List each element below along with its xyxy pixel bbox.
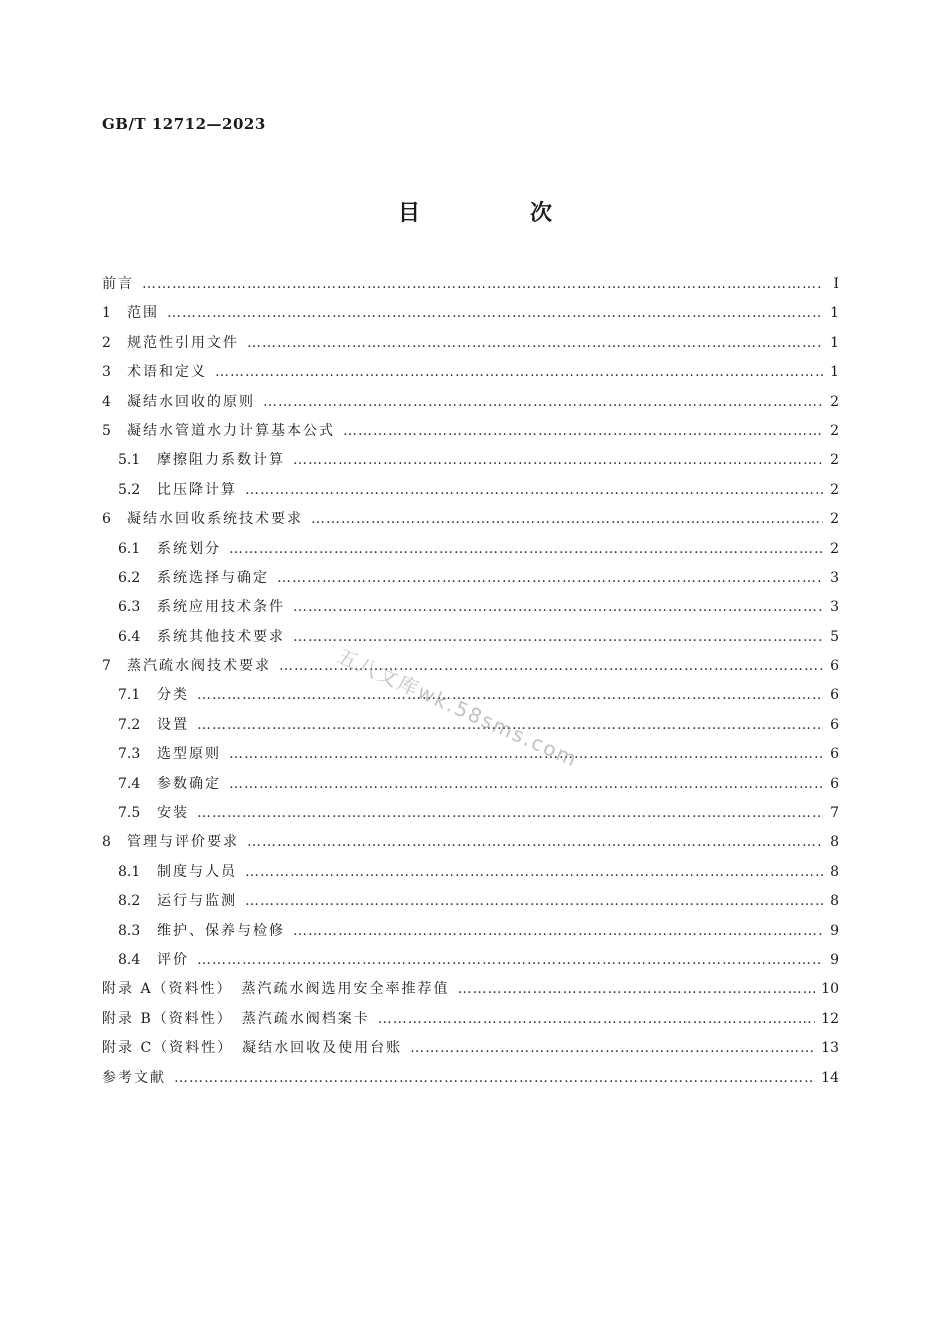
toc-entry-label: 参数确定 — [157, 775, 221, 792]
toc-entry-number: 5.2 — [118, 481, 141, 498]
toc-entry-label: 凝结水回收的原则 — [127, 393, 255, 410]
toc-entry-page: 2 — [830, 511, 839, 528]
toc-entry-page: 2 — [830, 393, 839, 410]
toc-dot-leader — [174, 1064, 815, 1093]
toc-entry-number: 8.1 — [118, 863, 141, 880]
toc-entry-label: 参考文献 — [102, 1069, 166, 1086]
toc-entry[interactable] — [102, 887, 839, 916]
toc-entry[interactable] — [102, 299, 839, 328]
toc-entry[interactable] — [102, 593, 839, 622]
toc-entry-page: 3 — [830, 569, 839, 586]
toc-entry-number: 7.3 — [118, 746, 141, 763]
toc-entry-page: 8 — [830, 863, 839, 880]
toc-entry[interactable] — [102, 770, 839, 799]
toc-entry[interactable] — [102, 358, 839, 387]
toc-entry-label: 运行与监测 — [157, 893, 237, 910]
toc-entry-page: 6 — [830, 716, 839, 733]
watermark: 五八文库wk.58sms.com — [333, 643, 582, 772]
toc-entry[interactable] — [102, 270, 839, 299]
toc-dot-leader — [245, 858, 823, 887]
toc-entry-label: 系统选择与确定 — [157, 569, 269, 586]
toc-dot-leader — [293, 623, 823, 652]
toc-dot-leader — [229, 535, 823, 564]
toc-entry-label: 附录 B（资料性） 蒸汽疏水阀档案卡 — [102, 1010, 370, 1027]
toc-entry-page: 1 — [830, 364, 839, 381]
toc-entry-page: 2 — [830, 540, 839, 557]
toc-entry[interactable] — [102, 564, 839, 593]
toc-entry-page: 7 — [830, 805, 839, 822]
toc-entry-number: 6.2 — [118, 569, 141, 586]
toc-entry-page: 1 — [830, 334, 839, 351]
toc-entry[interactable] — [102, 1034, 839, 1063]
toc-entry-label: 摩擦阻力系数计算 — [157, 452, 285, 469]
toc-entry[interactable] — [102, 388, 839, 417]
toc-entry-label: 附录 A（资料性） 蒸汽疏水阀选用安全率推荐值 — [102, 981, 450, 998]
toc-entry-label: 凝结水回收系统技术要求 — [127, 511, 303, 528]
toc-entry-label: 附录 C（资料性） 凝结水回收及使用台账 — [102, 1040, 403, 1057]
toc-entry-page: 14 — [821, 1069, 839, 1086]
toc-entry[interactable] — [102, 917, 839, 946]
toc-title: 目 次 — [397, 200, 596, 226]
toc-dot-leader — [263, 388, 823, 417]
toc-entry-page: 13 — [821, 1040, 839, 1057]
toc-entry[interactable] — [102, 505, 839, 534]
toc-entry-page: 9 — [830, 922, 839, 939]
toc-entry-label: 系统应用技术条件 — [157, 599, 285, 616]
toc-dot-leader — [378, 1005, 815, 1034]
toc-entry-page: 6 — [830, 775, 839, 792]
toc-entry-number: 5 — [102, 422, 111, 439]
toc-entry[interactable] — [102, 975, 839, 1004]
toc-entry-number: 6.1 — [118, 540, 141, 557]
toc-entry-number: 7.2 — [118, 716, 141, 733]
toc-entry[interactable] — [102, 535, 839, 564]
toc-entry[interactable] — [102, 652, 839, 681]
toc-entry-label: 系统划分 — [157, 540, 221, 557]
toc-dot-leader — [197, 946, 823, 975]
toc-entry-number: 8 — [102, 834, 111, 851]
toc-entry-number: 7 — [102, 658, 111, 675]
toc-entry[interactable] — [102, 946, 839, 975]
toc-entry[interactable] — [102, 799, 839, 828]
toc-entry-number: 8.2 — [118, 893, 141, 910]
toc-entry-label: 制度与人员 — [157, 863, 237, 880]
toc-dot-leader — [245, 476, 823, 505]
toc-entry[interactable] — [102, 623, 839, 652]
toc-entry-number: 7.1 — [118, 687, 141, 704]
toc-entry-label: 凝结水管道水力计算基本公式 — [127, 422, 335, 439]
toc-entry-page: 1 — [830, 305, 839, 322]
toc-entry-number: 1 — [102, 305, 111, 322]
toc-dot-leader — [247, 329, 823, 358]
toc-dot-leader — [197, 799, 823, 828]
toc-entry-label: 管理与评价要求 — [127, 834, 239, 851]
toc-dot-leader — [311, 505, 823, 534]
toc-entry-page: 2 — [830, 422, 839, 439]
toc-entry-label: 前言 — [102, 276, 134, 292]
toc-entry[interactable] — [102, 476, 839, 505]
toc-entry[interactable] — [102, 417, 839, 446]
toc-entry-label: 选型原则 — [157, 746, 221, 763]
toc-entry-number: 7.5 — [118, 805, 141, 822]
toc-entry-page: Ⅰ — [833, 276, 839, 292]
toc-entry-number: 6.4 — [118, 628, 141, 645]
toc-entry-number: 6.3 — [118, 599, 141, 616]
toc-entry-page: 8 — [830, 834, 839, 851]
toc-dot-leader — [293, 446, 823, 475]
toc-entry-label: 评价 — [157, 951, 189, 968]
toc-dot-leader — [142, 270, 823, 299]
toc-entry-number: 3 — [102, 364, 111, 381]
toc-entry-label: 维护、保养与检修 — [157, 922, 285, 939]
toc-entry-label: 安装 — [157, 805, 189, 822]
toc-entry-number: 6 — [102, 511, 111, 528]
toc-dot-leader — [410, 1034, 815, 1063]
toc-dot-leader — [245, 887, 823, 916]
toc-entry-number: 7.4 — [118, 775, 141, 792]
toc-dot-leader — [343, 417, 823, 446]
table-of-contents — [102, 270, 839, 1093]
toc-entry-page: 6 — [830, 746, 839, 763]
toc-dot-leader — [229, 770, 823, 799]
toc-dot-leader — [277, 564, 823, 593]
standard-code: GB/T 12712—2023 — [102, 115, 266, 133]
toc-entry-label: 比压降计算 — [157, 481, 237, 498]
toc-entry-number: 8.3 — [118, 922, 141, 939]
toc-entry-number: 8.4 — [118, 951, 141, 968]
toc-dot-leader — [458, 975, 816, 1004]
toc-entry-page: 6 — [830, 658, 839, 675]
toc-entry-label: 设置 — [157, 716, 189, 733]
toc-entry-label: 范围 — [127, 305, 159, 322]
toc-entry-page: 5 — [830, 628, 839, 645]
toc-entry-page: 10 — [821, 981, 839, 998]
toc-dot-leader — [293, 593, 823, 622]
toc-entry-number: 2 — [102, 334, 111, 351]
toc-entry-page: 8 — [830, 893, 839, 910]
toc-entry[interactable] — [102, 858, 839, 887]
toc-entry-page: 6 — [830, 687, 839, 704]
toc-entry-page: 12 — [821, 1010, 839, 1027]
toc-dot-leader — [197, 681, 823, 710]
toc-entry-page: 2 — [830, 452, 839, 469]
toc-entry[interactable] — [102, 828, 839, 857]
toc-entry-number: 5.1 — [118, 452, 141, 469]
toc-entry-number: 4 — [102, 393, 111, 410]
toc-entry-label: 蒸汽疏水阀技术要求 — [127, 658, 271, 675]
toc-entry[interactable] — [102, 740, 839, 769]
toc-entry[interactable] — [102, 1064, 839, 1093]
toc-dot-leader — [247, 828, 823, 857]
toc-dot-leader — [293, 917, 823, 946]
toc-entry-page: 9 — [830, 951, 839, 968]
toc-entry[interactable] — [102, 329, 839, 358]
toc-entry[interactable] — [102, 1005, 839, 1034]
toc-entry-label: 规范性引用文件 — [127, 334, 239, 351]
toc-entry-label: 分类 — [157, 687, 189, 704]
toc-dot-leader — [167, 299, 823, 328]
toc-entry-page: 2 — [830, 481, 839, 498]
toc-dot-leader — [215, 358, 823, 387]
toc-entry-label: 系统其他技术要求 — [157, 628, 285, 645]
toc-entry[interactable] — [102, 446, 839, 475]
toc-entry-page: 3 — [830, 599, 839, 616]
toc-entry-label: 术语和定义 — [127, 364, 207, 381]
